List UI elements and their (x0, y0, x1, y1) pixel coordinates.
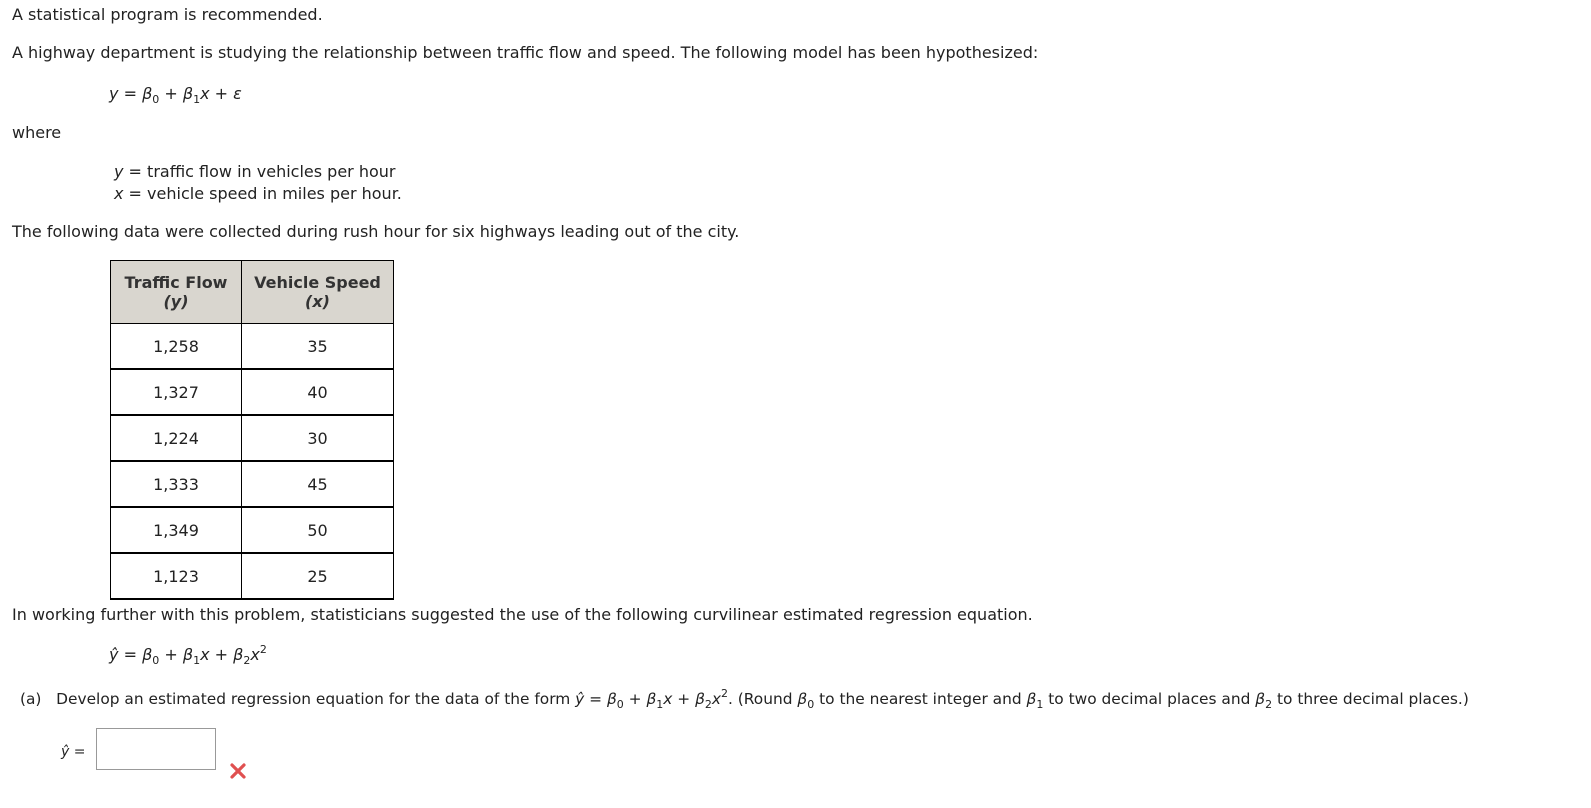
cell-traffic-flow: 1,258 (111, 324, 242, 370)
table-row (111, 415, 394, 461)
table-row (111, 324, 394, 370)
cell-traffic-flow: 1,327 (111, 369, 242, 415)
data-intro: The following data were collected during rush hour for six highways leading out of the city. (12, 222, 740, 241)
header-vehicle-speed: Vehicle Speed (x) (242, 261, 394, 324)
table-header-row (111, 261, 394, 324)
cell-traffic-flow: 1,333 (111, 461, 242, 507)
definition-x: x = vehicle speed in miles per hour. (114, 184, 402, 203)
model-equation: $y = \beta_0 + \beta_1x + \varepsilon$ (109, 84, 242, 106)
table-row (111, 507, 394, 553)
cell-traffic-flow: 1,123 (111, 553, 242, 599)
data-table (110, 260, 394, 600)
incorrect-x-icon (229, 762, 247, 780)
problem-statement: A highway department is studying the relationship between traffic flow and speed. The following model has been hypothesized: (12, 43, 1039, 62)
cell-traffic-flow: 1,224 (111, 415, 242, 461)
answer-input[interactable] (96, 728, 216, 770)
intro-text: A statistical program is recommended. (12, 5, 323, 24)
cell-traffic-flow: 1,349 (111, 507, 242, 553)
cell-vehicle-speed: 25 (242, 553, 394, 599)
cell-vehicle-speed: 40 (242, 369, 394, 415)
answer-label: ŷ = (61, 744, 86, 760)
cell-vehicle-speed: 30 (242, 415, 394, 461)
cell-vehicle-speed: 45 (242, 461, 394, 507)
table-row (111, 461, 394, 507)
header-traffic-flow: Traffic Flow (y) (111, 261, 242, 324)
further-text: In working further with this problem, statisticians suggested the use of the following curvilinear estimated regression equation. (12, 605, 1033, 624)
table-row (111, 369, 394, 415)
table-row (111, 553, 394, 599)
cell-vehicle-speed: 50 (242, 507, 394, 553)
part-a-label: (a) (20, 690, 42, 708)
curvilinear-equation: ŷ = $\beta_0 + \beta_1x + \beta_2x^2$ (109, 643, 267, 667)
definition-y: y = traffic flow in vehicles per hour (114, 162, 396, 181)
where-label: where (12, 123, 62, 142)
cell-vehicle-speed: 35 (242, 324, 394, 370)
part-a-prompt: (a) Develop an estimated regression equation for the data of the form ŷ = $\beta_0 + \beta_1x + \beta_2x^2$. (Round $\beta_0$ to the nearest integer and $\beta_1$ to two decimal places and $\beta_2$ to three decimal places.) (20, 687, 1469, 711)
